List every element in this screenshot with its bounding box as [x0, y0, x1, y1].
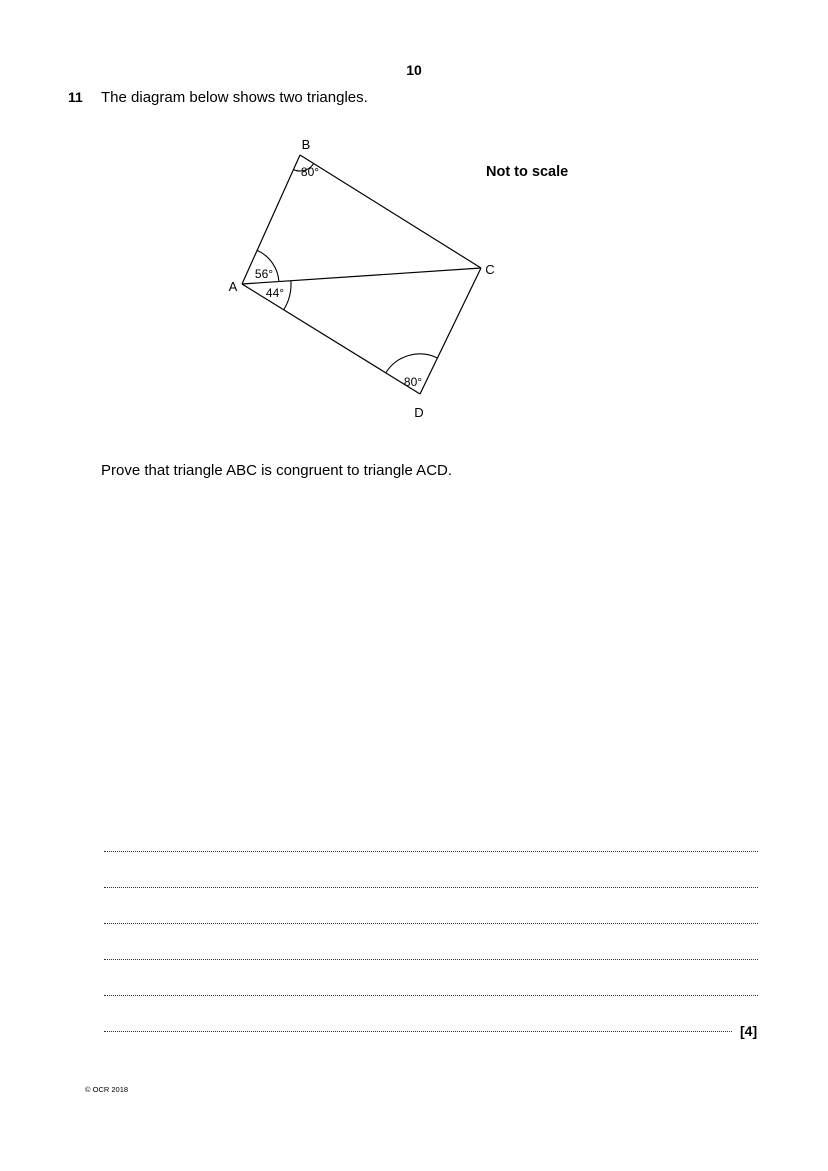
answer-line[interactable]	[104, 923, 758, 924]
answer-line[interactable]	[104, 995, 758, 996]
angle-label-b: 80°	[300, 165, 320, 179]
question-number: 11	[68, 89, 83, 105]
page-number: 10	[406, 62, 422, 78]
side-bc	[300, 155, 481, 268]
angle-label-cad: 44°	[265, 286, 285, 300]
triangles-diagram	[0, 0, 828, 440]
copyright: © OCR 2018	[85, 1085, 129, 1094]
vertex-label-a: A	[228, 279, 238, 294]
answer-line[interactable]	[104, 851, 758, 852]
vertex-label-c: C	[485, 262, 495, 277]
angle-label-d: 80°	[403, 375, 423, 389]
answer-line[interactable]	[104, 959, 758, 960]
question-prompt: Prove that triangle ABC is congruent to triangle ACD.	[101, 462, 453, 479]
not-to-scale-note: Not to scale	[486, 164, 569, 180]
answer-line[interactable]	[104, 1031, 732, 1032]
side-da	[242, 284, 423, 394]
vertex-label-d: D	[414, 405, 424, 420]
side-ab	[242, 155, 300, 284]
marks-label: [4]	[740, 1023, 758, 1039]
answer-line[interactable]	[104, 887, 758, 888]
vertex-label-b: B	[301, 137, 311, 152]
arc-angle-d	[386, 354, 438, 373]
arc-angle-cad	[284, 281, 291, 310]
side-cd	[420, 268, 481, 394]
question-intro: The diagram below shows two triangles.	[101, 89, 368, 106]
angle-label-bac: 56°	[254, 267, 274, 281]
